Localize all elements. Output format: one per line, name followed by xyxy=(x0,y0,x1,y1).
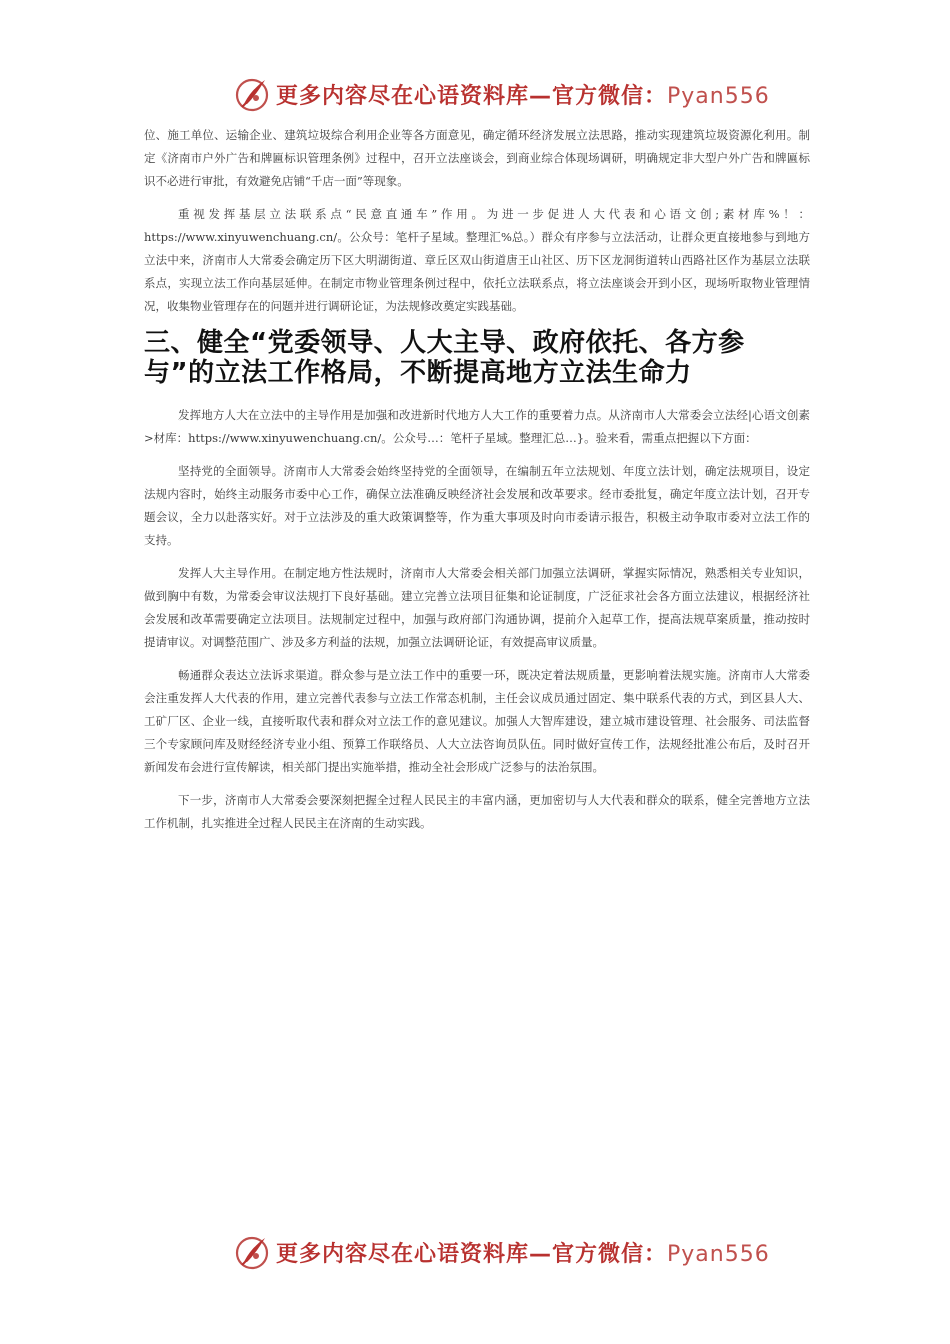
paragraph: 位、施工单位、运输企业、建筑垃圾综合利用企业等各方面意见，确定循环经济发展立法思路，推动实现建筑垃圾资源化利用。制定《济南市户外广告和牌匾标识管理条例》过程中，召开立法座谈会，到商业综合体现场调研，明确规定非大型户外广告和牌匾标识不必进行审批，有效避免店铺“千店一面”等现象。 xyxy=(144,128,810,188)
paragraph: 下一步，济南市人大常委会要深刻把握全过程人民民主的丰富内涵，更加密切与人大代表和群众的联系，健全完善地方立法工作机制，扎实推进全过程人民民主在济南的生动实践。 xyxy=(144,793,810,830)
document-body xyxy=(144,124,810,845)
paragraph: 坚持党的全面领导。济南市人大常委会始终坚持党的全面领导，在编制五年立法规划、年度立法计划，确定法规项目，设定法规内容时，始终主动服务市委中心工作，确保立法准确反映经济社会发展和改革要求。经市委批复，确定年度立法计划，召开专题会议，全力以赴落实好。对于立法涉及的重大政策调整等，作为重大事项及时向市委请示报告，积极主动争取市委对立法工作的支持。 xyxy=(144,464,810,547)
paragraph: 发挥地方人大在立法中的主导作用是加强和改进新时代地方人大工作的重要着力点。从济南市人大常委会立法经|心语文创素>材库：https://www.xinyuwenchuang.cn/。公众号…：笔杆子星域。整理汇总…}。验来看，需重点把握以下方面： xyxy=(144,408,810,445)
paragraph: 发挥人大主导作用。在制定地方性法规时，济南市人大常委会相关部门加强立法调研，掌握实际情况，熟悉相关专业知识，做到胸中有数，为常委会审议法规打下良好基础。建立完善立法项目征集和论证制度，广泛征求社会各方面立法建议，根据经济社会发展和改革需要确定立法项目。法规制定过程中，加强与政府部门沟通协调，提前介入起草工作，提高法规草案质量，推动按时提请审议。对调整范围广、涉及多方利益的法规，加强立法调研论证，有效提高审议质量。 xyxy=(144,566,810,649)
watermark-text: 更多内容尽在心语资料库—官方微信：Pyan556 xyxy=(276,83,770,109)
paragraph: 畅通群众表达立法诉求渠道。群众参与是立法工作中的重要一环，既决定着法规质量，更影响着法规实施。济南市人大常委会注重发挥人大代表的作用，建立完善代表参与立法工作常态机制，主任会议成员通过固定、集中联系代表的方式，到区县人大、工矿厂区、企业一线，直接听取代表和群众对立法工作的意见建议。加强人大智库建设，建立城市建设管理、社会服务、司法监督三个专家顾问库及财经经济专业小组、预算工作联络员、人大立法咨询员队伍。同时做好宣传工作，法规经批准公布后，及时召开新闻发布会进行宣传解读，相关部门提出实施举措，推动全社会形成广泛参与的法治氛围。 xyxy=(144,668,810,774)
wechat-id: Pyan556 xyxy=(667,83,770,109)
watermark-banner-top xyxy=(232,72,770,116)
quill-circle-logo-icon xyxy=(232,74,272,114)
watermark-banner-bottom xyxy=(232,1230,770,1274)
paragraph: 重视发挥基层立法联系点“民意直通车”作用。为进一步促进人大代表和心语文创;素材库%！：https://www.xinyuwenchuang.cn/。公众号：笔杆子星域。整理汇%总。）群众有序参与立法活动，让群众更直接地参与到地方立法中来，济南市人大常委会确定历下区大明湖街道、章丘区双山街道唐王山社区、历下区龙洞街道转山西路社区作为基层立法联系点，实现立法工作向基层延伸。在制定市物业管理条例过程中，依托立法联系点，将立法座谈会开到小区，现场听取物业管理情况，收集物业管理存在的问题并进行调研论证，为法规修改奠定实践基础。 xyxy=(144,207,810,313)
quill-circle-logo-icon xyxy=(232,1232,272,1272)
section-heading: 三、健全“党委领导、人大主导、政府依托、各方参与”的立法工作格局，不断提高地方立法生命力 xyxy=(144,328,745,388)
wechat-id: Pyan556 xyxy=(667,1241,770,1267)
watermark-text: 更多内容尽在心语资料库—官方微信：Pyan556 xyxy=(276,1241,770,1267)
